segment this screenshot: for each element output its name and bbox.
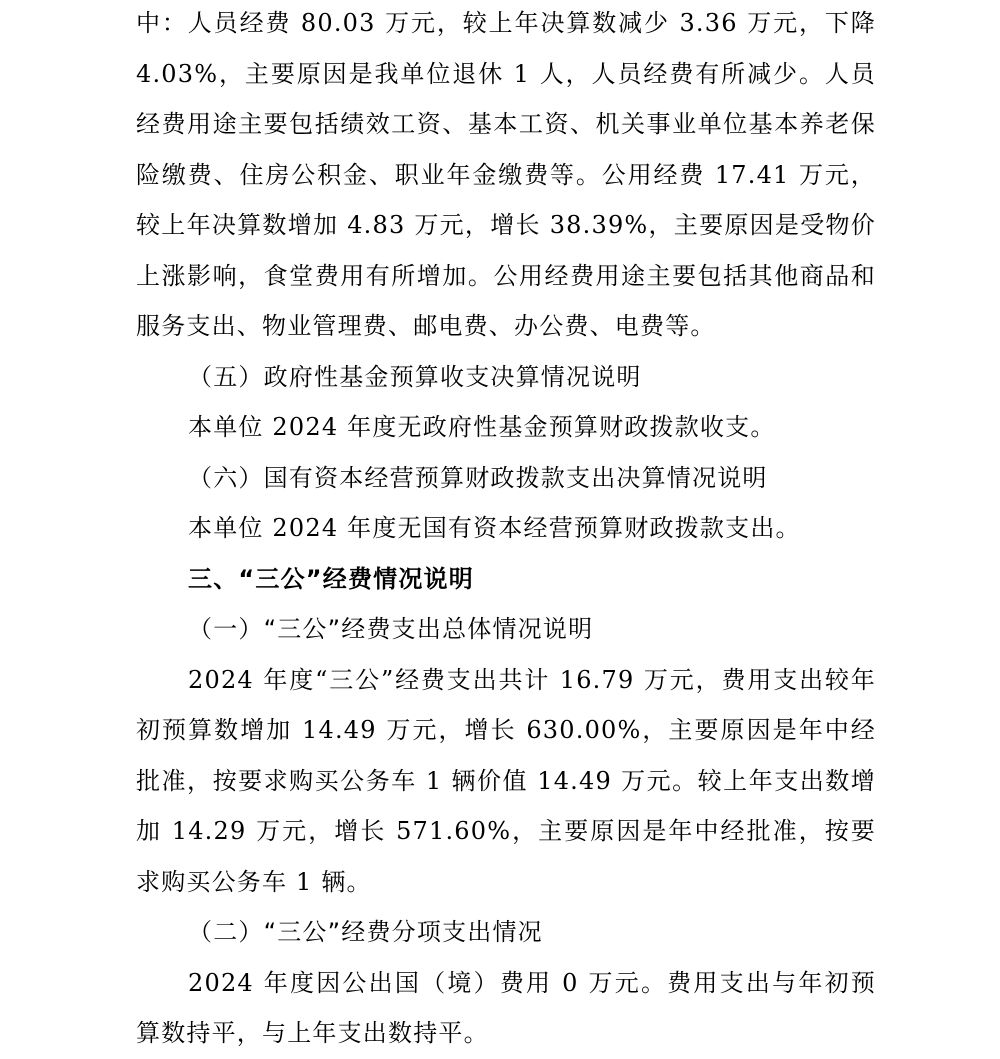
body-paragraph: 2024 年度因公出国（境）费用 0 万元。费用支出与年初预算数持平，与上年支出数持平。: [136, 968, 876, 1047]
chapter-heading: 三、“三公”经费情况说明: [188, 564, 474, 593]
body-paragraph: 2024 年度“三公”经费支出共计 16.79 万元，费用支出较年初预算数增加 14.49 万元，增长 630.00%，主要原因是年中经批准，按要求购买公务车 1 辆价值 14.49 万元。较上年支出数增加 14.29 万元，增长 571.60%，主要原因是年中经批准，按要求购买公务车 1 辆。: [136, 665, 876, 896]
section-heading: （六）国有资本经营预算财政拨款支出决算情况说明: [188, 463, 768, 492]
section-heading: （二）“三公”经费分项支出情况: [188, 918, 543, 946]
document-page: [136, 0, 876, 1059]
body-paragraph: 本单位 2024 年度无国有资本经营预算财政拨款支出。: [188, 514, 801, 542]
section-heading: （五）政府性基金预算收支决算情况说明: [188, 362, 642, 391]
section-heading: （一）“三公”经费支出总体情况说明: [188, 615, 594, 643]
body-paragraph: 本单位 2024 年度无政府性基金预算财政拨款收支。: [188, 413, 776, 441]
body-paragraph: 中：人员经费 80.03 万元，较上年决算数减少 3.36 万元，下降 4.03%，主要原因是我单位退休 1 人，人员经费有所减少。人员经费用途主要包括绩效工资、基本工资、机关事业单位基本养老保险缴费、住房公积金、职业年金缴费等。公用经费 17.41 万元，较上年决算数增加 4.83 万元，增长 38.39%，主要原因是受物价上涨影响，食堂费用有所增加。公用经费用途主要包括其他商品和服务支出、物业管理费、邮电费、办公费、电费等。: [136, 9, 876, 340]
